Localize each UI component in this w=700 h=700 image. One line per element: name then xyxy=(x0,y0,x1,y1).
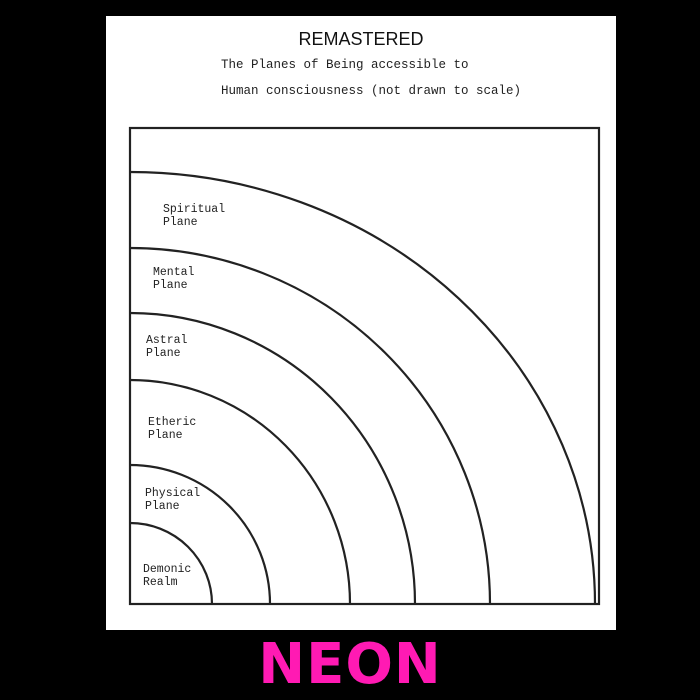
diagram-frame xyxy=(130,128,599,604)
demonic-realm-label: Demonic Realm xyxy=(143,563,192,589)
etheric-plane-label: Etheric Plane xyxy=(148,416,197,442)
remastered-label: REMASTERED xyxy=(298,29,424,49)
spiritual-plane-label: Spiritual Plane xyxy=(163,203,226,229)
neon-wordmark: NEON xyxy=(258,632,442,697)
spiritual-plane-arc xyxy=(130,172,595,604)
physical-plane-label: Physical Plane xyxy=(145,487,201,513)
mental-plane-label: Mental Plane xyxy=(153,266,195,292)
diagram-title-line-1: The Planes of Being accessible to xyxy=(221,58,469,72)
astral-plane-label: Astral Plane xyxy=(146,334,188,360)
diagram-title-line-2: Human consciousness (not drawn to scale) xyxy=(221,84,522,98)
